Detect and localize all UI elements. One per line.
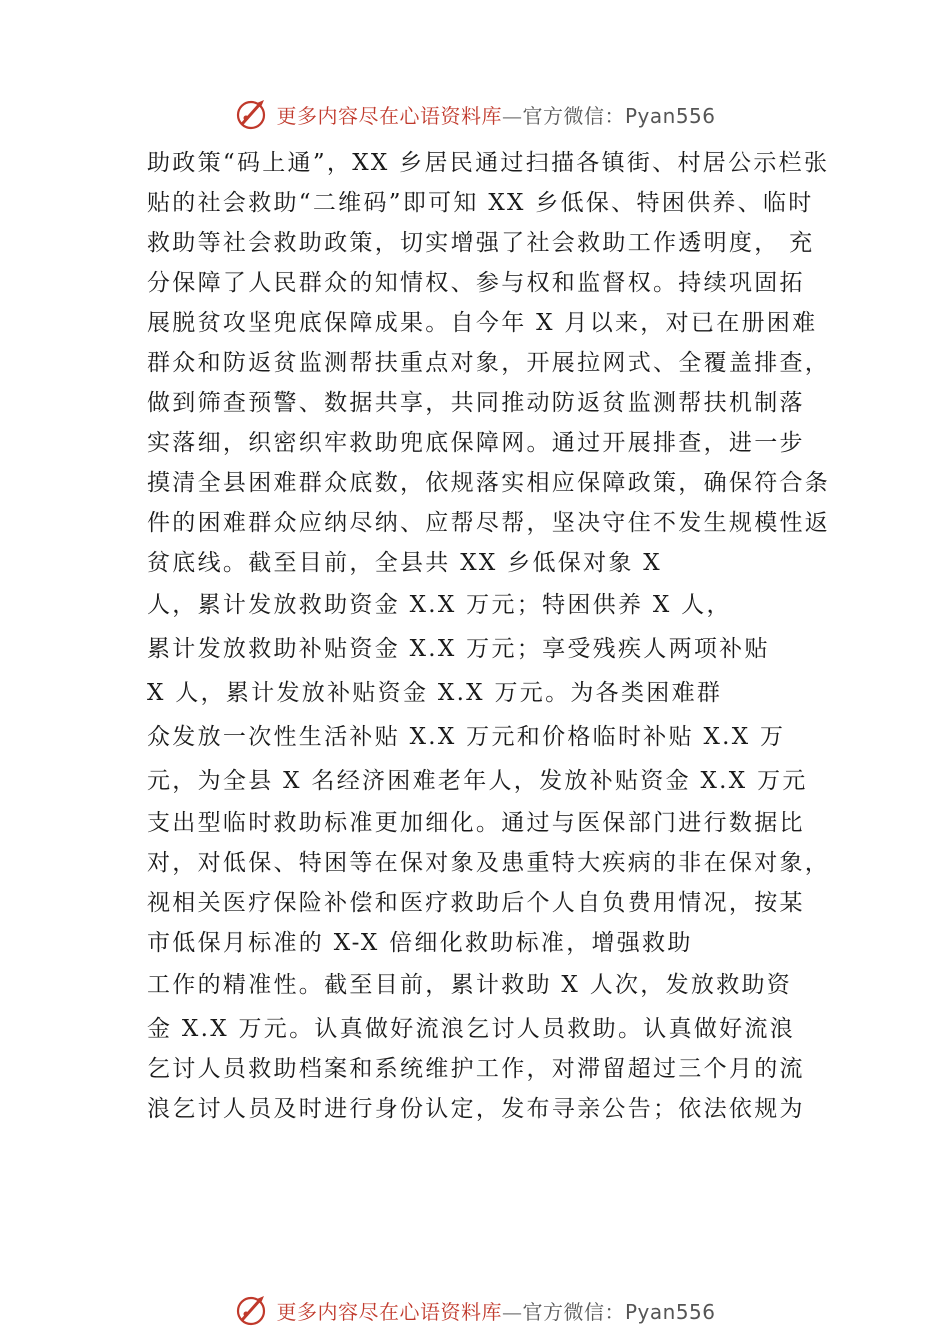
body-line: 金 X.X 万元。认真做好流浪乞讨人员救助。认真做好流浪 <box>147 1016 796 1042</box>
watermark-account: Pyan556 <box>624 103 716 128</box>
body-line: 贴的社会救助“二维码”即可知 XX 乡低保、特困供养、临时 <box>147 190 814 216</box>
watermark-brand: 更多内容尽在心语资料库 <box>276 1299 502 1324</box>
body-line: X 人，累计发放补贴资金 X.X 万元。为各类困难群 <box>147 680 723 706</box>
body-line: 累计发放救助补贴资金 X.X 万元；享受残疾人两项补贴 <box>147 636 770 662</box>
body-line: 视相关医疗保险补偿和医疗救助后个人自负费用情况，按某 <box>147 890 805 916</box>
watermark-dash: — <box>501 103 523 128</box>
body-line: 件的困难群众应纳尽纳、应帮尽帮，坚决守住不发生规模性返 <box>147 510 831 536</box>
body-line: 贫底线。截至目前，全县共 XX 乡低保对象 X <box>147 550 662 576</box>
watermark-brand: 更多内容尽在心语资料库 <box>276 103 502 128</box>
footer-watermark <box>0 1290 950 1330</box>
body-line: 助政策“码上通”，XX 乡居民通过扫描各镇街、村居公示栏张 <box>147 150 830 176</box>
watermark-text <box>276 100 715 129</box>
body-line: 浪乞讨人员及时进行身份认定，发布寻亲公告；依法依规为 <box>147 1096 805 1122</box>
body-line: 分保障了人民群众的知情权、参与权和监督权。持续巩固拓 <box>147 270 805 296</box>
body-line: 做到筛查预警、数据共享，共同推动防返贫监测帮扶机制落 <box>147 390 805 416</box>
body-line: 元，为全县 X 名经济困难老年人，发放补贴资金 X.X 万元 <box>147 768 808 794</box>
body-line: 众发放一次性生活补贴 X.X 万元和价格临时补贴 X.X 万 <box>147 724 786 750</box>
pen-logo-icon <box>234 1292 270 1328</box>
body-line: 展脱贫攻坚兜底保障成果。自今年 X 月以来，对已在册困难 <box>147 310 818 336</box>
watermark-label: 官方微信： <box>522 103 625 128</box>
body-line: 乞讨人员救助档案和系统维护工作，对滞留超过三个月的流 <box>147 1056 805 1082</box>
watermark-label: 官方微信： <box>522 1299 625 1324</box>
body-line: 人，累计发放救助资金 X.X 万元；特困供养 X 人， <box>147 592 732 618</box>
header-watermark <box>0 94 950 134</box>
watermark-dash: — <box>501 1299 523 1324</box>
body-line: 救助等社会救助政策，切实增强了社会救助工作透明度， 充 <box>147 230 815 256</box>
body-line: 对，对低保、特困等在保对象及患重特大疾病的非在保对象， <box>147 850 831 876</box>
watermark-text <box>276 1296 715 1325</box>
body-line: 支出型临时救助标准更加细化。通过与医保部门进行数据比 <box>147 810 805 836</box>
body-line: 群众和防返贫监测帮扶重点对象，开展拉网式、全覆盖排查， <box>147 350 831 376</box>
body-line: 工作的精准性。截至目前，累计救助 X 人次，发放救助资 <box>147 972 793 998</box>
body-line: 摸清全县困难群众底数，依规落实相应保障政策，确保符合条 <box>147 470 831 496</box>
body-line: 市低保月标准的 X-X 倍细化救助标准，增强救助 <box>147 930 693 956</box>
body-line: 实落细，织密织牢救助兜底保障网。通过开展排查，进一步 <box>147 430 805 456</box>
watermark-account: Pyan556 <box>624 1299 716 1324</box>
pen-logo-icon <box>234 96 270 132</box>
